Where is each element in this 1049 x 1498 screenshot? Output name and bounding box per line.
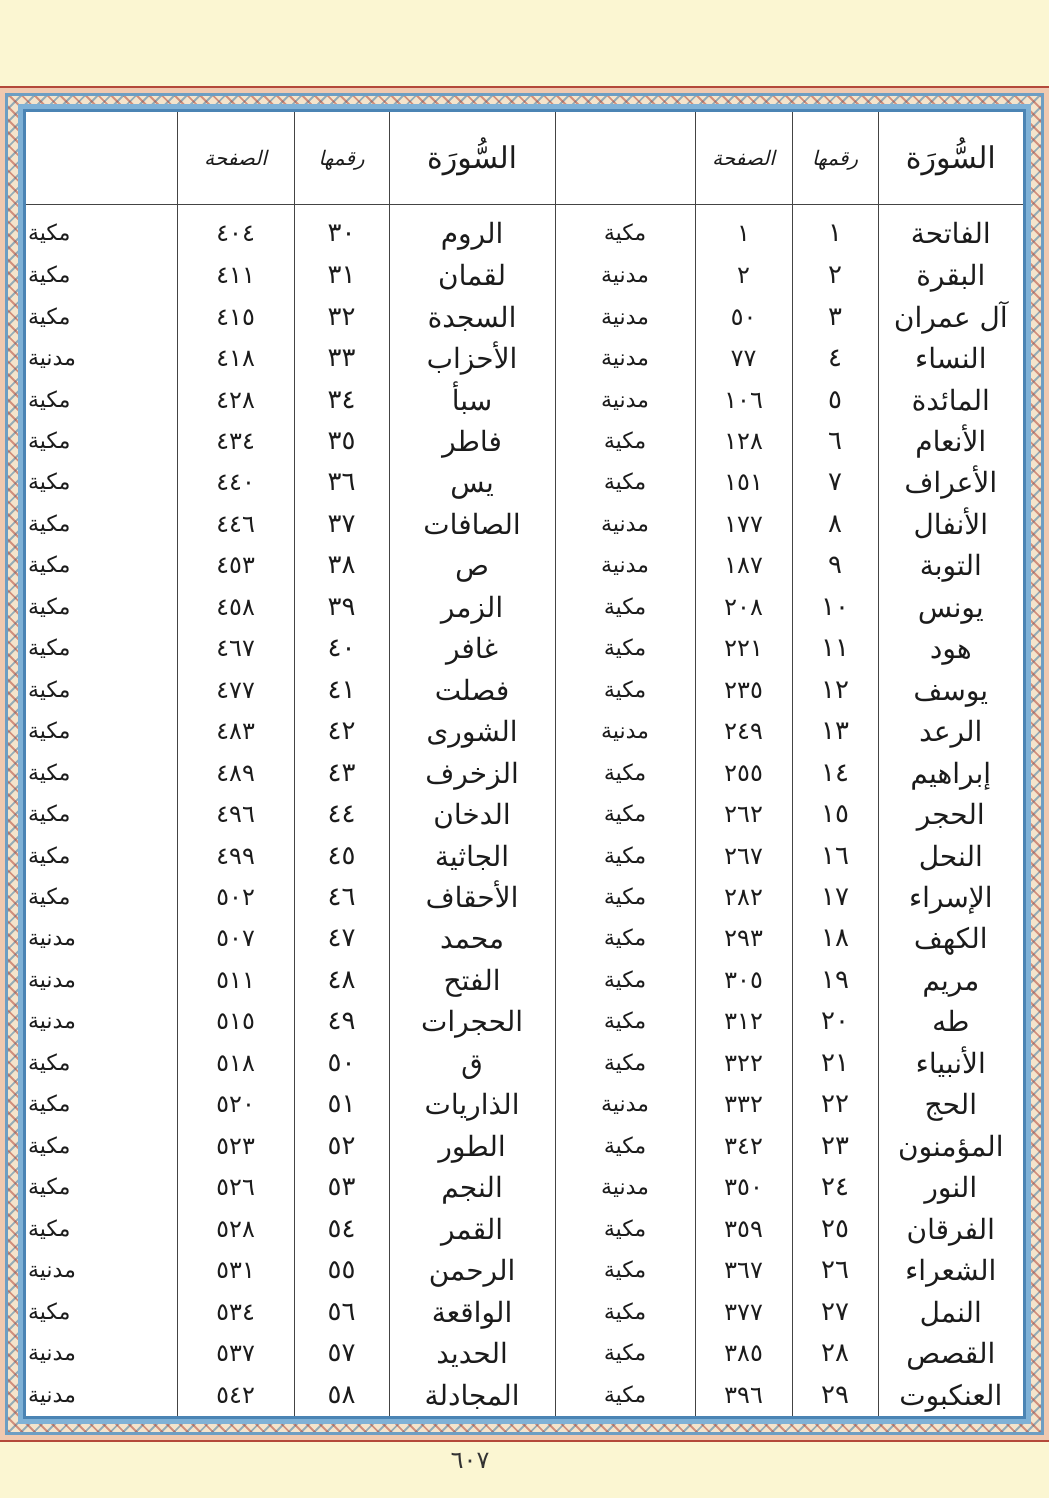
table-row — [26, 1001, 1023, 1042]
start-page-cell: ٢٨٢ — [695, 877, 792, 918]
start-page-cell: ٤١٨ — [177, 338, 294, 379]
revelation-type-cell: مكية — [28, 1216, 71, 1242]
surah-number-cell: ٥٧ — [294, 1333, 389, 1374]
sura-name-cell: طه — [878, 1001, 1023, 1042]
revelation-type-cell: مكية — [28, 553, 71, 579]
start-page-cell: ٣١٢ — [695, 1001, 792, 1042]
sura-name-cell: إبراهيم — [878, 752, 1023, 793]
start-page-cell: ٢٦٧ — [695, 835, 792, 876]
start-page-cell: ٤٠٤ — [177, 205, 294, 255]
surah-number-cell: ٥ — [792, 379, 878, 420]
start-page-cell: ١٨٧ — [695, 545, 792, 586]
revelation-type-cell: مكية — [555, 1001, 695, 1042]
table-row — [26, 960, 1023, 1001]
revelation-type-cell: مكية — [28, 719, 71, 745]
revelation-type-cell: مدنية — [28, 926, 76, 952]
start-page-cell: ٥٤٢ — [177, 1374, 294, 1416]
start-page-cell: ٤٧٧ — [177, 670, 294, 711]
revelation-type-cell: مكية — [555, 752, 695, 793]
revelation-type-cell: مكية — [28, 387, 71, 413]
revelation-type-cell: مكية — [28, 221, 71, 247]
surah-number-cell: ٣٣ — [294, 338, 389, 379]
revelation-type-cell: مدنية — [555, 1167, 695, 1208]
surah-number-cell: ١١ — [792, 628, 878, 669]
surah-number-cell: ٣ — [792, 296, 878, 337]
revelation-type-cell: مكية — [555, 1043, 695, 1084]
surah-number-cell: ٤٠ — [294, 628, 389, 669]
surah-number-cell: ١٠ — [792, 587, 878, 628]
revelation-type-cell: مدنية — [555, 1084, 695, 1125]
start-page-cell: ٥٢٨ — [177, 1208, 294, 1249]
sura-name-cell: الفتح — [389, 960, 555, 1001]
revelation-type-cell: مكية — [28, 470, 71, 496]
surah-number-cell: ١٣ — [792, 711, 878, 752]
surah-number-cell: ١٦ — [792, 835, 878, 876]
start-page-cell: ٥٠ — [695, 296, 792, 337]
sura-name-cell: الحج — [878, 1084, 1023, 1125]
surah-number-cell: ٤٤ — [294, 794, 389, 835]
sura-name-cell: السجدة — [389, 296, 555, 337]
revelation-type-cell: مكية — [28, 677, 71, 703]
sura-name-cell: الرعد — [878, 711, 1023, 752]
header-number: رقمها — [792, 112, 878, 205]
table-row — [26, 1126, 1023, 1167]
revelation-type-cell: مدنية — [28, 967, 76, 993]
revelation-type-cell: مكية — [28, 1299, 71, 1325]
sura-name-cell: الزمر — [389, 587, 555, 628]
start-page-cell: ٧٧ — [695, 338, 792, 379]
sura-name-cell: المجادلة — [389, 1374, 555, 1416]
revelation-type-cell: مكية — [28, 1175, 71, 1201]
table-row — [26, 1250, 1023, 1291]
revelation-type-cell: مدنية — [555, 338, 695, 379]
revelation-type-cell: مكية — [28, 304, 71, 330]
surah-number-cell: ١٥ — [792, 794, 878, 835]
sura-name-cell: غافر — [389, 628, 555, 669]
table-row — [26, 379, 1023, 420]
table-row — [26, 255, 1023, 296]
revelation-type-cell: مكية — [28, 429, 71, 455]
revelation-type-cell: مدنية — [555, 711, 695, 752]
revelation-type-cell: مكية — [555, 1208, 695, 1249]
surah-number-cell: ٤١ — [294, 670, 389, 711]
header-type-2 — [26, 112, 177, 205]
surah-number-cell: ٢٨ — [792, 1333, 878, 1374]
start-page-cell: ٤٤٦ — [177, 504, 294, 545]
surah-number-cell: ٥٢ — [294, 1126, 389, 1167]
start-page-cell: ٣٤٢ — [695, 1126, 792, 1167]
revelation-type-cell: مكية — [555, 960, 695, 1001]
surah-number-cell: ٦ — [792, 421, 878, 462]
sura-name-cell: النجم — [389, 1167, 555, 1208]
revelation-type-cell: مكية — [555, 205, 695, 255]
header-sura: السُّورَة — [878, 112, 1023, 205]
revelation-type-cell: مكية — [28, 1092, 71, 1118]
sura-name-cell: المائدة — [878, 379, 1023, 420]
sura-name-cell: التوبة — [878, 545, 1023, 586]
surah-number-cell: ٢٦ — [792, 1250, 878, 1291]
sura-name-cell: فصلت — [389, 670, 555, 711]
surah-number-cell: ١٧ — [792, 877, 878, 918]
surah-number-cell: ٣٧ — [294, 504, 389, 545]
sura-name-cell: هود — [878, 628, 1023, 669]
surah-number-cell: ٢٤ — [792, 1167, 878, 1208]
table-row — [26, 877, 1023, 918]
header-row — [26, 112, 1023, 205]
start-page-cell: ٢ — [695, 255, 792, 296]
revelation-type-cell: مدنية — [555, 255, 695, 296]
start-page-cell: ٣٠٥ — [695, 960, 792, 1001]
surah-number-cell: ٢٣ — [792, 1126, 878, 1167]
surah-number-cell: ٨ — [792, 504, 878, 545]
revelation-type-cell: مكية — [555, 918, 695, 959]
surah-number-cell: ٥٣ — [294, 1167, 389, 1208]
surah-number-cell: ٢٢ — [792, 1084, 878, 1125]
revelation-type-cell: مكية — [28, 594, 71, 620]
sura-name-cell: النساء — [878, 338, 1023, 379]
table-row — [26, 462, 1023, 503]
revelation-type-cell: مكية — [555, 1374, 695, 1416]
start-page-cell: ٢٤٩ — [695, 711, 792, 752]
surah-number-cell: ٤٧ — [294, 918, 389, 959]
start-page-cell: ٤٦٧ — [177, 628, 294, 669]
start-page-cell: ٥١٥ — [177, 1001, 294, 1042]
sura-name-cell: الحجرات — [389, 1001, 555, 1042]
table-row — [26, 1043, 1023, 1084]
table-row — [26, 794, 1023, 835]
start-page-cell: ١٧٧ — [695, 504, 792, 545]
surah-number-cell: ٣٤ — [294, 379, 389, 420]
table-row — [26, 1333, 1023, 1374]
sura-name-cell: الواقعة — [389, 1291, 555, 1332]
start-page-cell: ٥٣٧ — [177, 1333, 294, 1374]
start-page-cell: ٥١٨ — [177, 1043, 294, 1084]
sura-name-cell: محمد — [389, 918, 555, 959]
table-row — [26, 1167, 1023, 1208]
surah-number-cell: ٣٢ — [294, 296, 389, 337]
revelation-type-cell: مكية — [28, 263, 71, 289]
start-page-cell: ٤٥٨ — [177, 587, 294, 628]
surah-number-cell: ٤٦ — [294, 877, 389, 918]
table-row — [26, 1291, 1023, 1332]
sura-name-cell: الأعراف — [878, 462, 1023, 503]
table-row — [26, 835, 1023, 876]
surah-number-cell: ١٤ — [792, 752, 878, 793]
sura-name-cell: الجاثية — [389, 835, 555, 876]
table-row — [26, 504, 1023, 545]
revelation-type-cell: مكية — [555, 1250, 695, 1291]
revelation-type-cell: مكية — [555, 587, 695, 628]
table-row — [26, 545, 1023, 586]
surah-number-cell: ٤ — [792, 338, 878, 379]
revelation-type-cell: مكية — [28, 802, 71, 828]
sura-name-cell: الذاريات — [389, 1084, 555, 1125]
start-page-cell: ٤٣٤ — [177, 421, 294, 462]
revelation-type-cell: مكية — [28, 843, 71, 869]
start-page-cell: ١٠٦ — [695, 379, 792, 420]
surah-number-cell: ٤٢ — [294, 711, 389, 752]
sura-name-cell: الشعراء — [878, 1250, 1023, 1291]
surah-number-cell: ٢١ — [792, 1043, 878, 1084]
surah-number-cell: ٥٦ — [294, 1291, 389, 1332]
start-page-cell: ٥٣١ — [177, 1250, 294, 1291]
start-page-cell: ٢٩٣ — [695, 918, 792, 959]
revelation-type-cell: مكية — [28, 636, 71, 662]
table-row — [26, 711, 1023, 752]
start-page-cell: ٢٠٨ — [695, 587, 792, 628]
revelation-type-cell: مكية — [28, 1133, 71, 1159]
revelation-type-cell: مدنية — [28, 1258, 76, 1284]
start-page-cell: ٥٣٤ — [177, 1291, 294, 1332]
start-page-cell: ٣٥٠ — [695, 1167, 792, 1208]
start-page-cell: ٥٠٧ — [177, 918, 294, 959]
start-page-cell: ٣٢٢ — [695, 1043, 792, 1084]
table-row — [26, 338, 1023, 379]
surah-number-cell: ٢٥ — [792, 1208, 878, 1249]
sura-name-cell: الأحقاف — [389, 877, 555, 918]
surah-number-cell: ٥١ — [294, 1084, 389, 1125]
revelation-type-cell: مكية — [28, 511, 71, 537]
revelation-type-cell: مدنية — [555, 296, 695, 337]
revelation-type-cell: مدنية — [28, 346, 76, 372]
revelation-type-cell: مكية — [28, 885, 71, 910]
page-number: ٦٠٧ — [450, 1446, 490, 1474]
start-page-cell: ٢٢١ — [695, 628, 792, 669]
surah-number-cell: ٩ — [792, 545, 878, 586]
start-page-cell: ٣٧٧ — [695, 1291, 792, 1332]
sura-name-cell: يوسف — [878, 670, 1023, 711]
sura-name-cell: الرحمن — [389, 1250, 555, 1291]
start-page-cell: ٤٩٩ — [177, 835, 294, 876]
revelation-type-cell: مدنية — [555, 504, 695, 545]
sura-name-cell: النمل — [878, 1291, 1023, 1332]
start-page-cell: ٣٨٥ — [695, 1333, 792, 1374]
table-row — [26, 918, 1023, 959]
sura-name-cell: الحجر — [878, 794, 1023, 835]
start-page-cell: ٣٩٦ — [695, 1374, 792, 1416]
surah-number-cell: ١٩ — [792, 960, 878, 1001]
surah-number-cell: ٤٨ — [294, 960, 389, 1001]
sura-name-cell: الفاتحة — [878, 205, 1023, 255]
start-page-cell: ٣٦٧ — [695, 1250, 792, 1291]
surah-number-cell: ١٨ — [792, 918, 878, 959]
surah-number-cell: ٧ — [792, 462, 878, 503]
header-number-2: رقمها — [294, 112, 389, 205]
surah-number-cell: ٣٥ — [294, 421, 389, 462]
sura-name-cell: الأنعام — [878, 421, 1023, 462]
table-row — [26, 628, 1023, 669]
sura-name-cell: الكهف — [878, 918, 1023, 959]
sura-name-cell: المؤمنون — [878, 1126, 1023, 1167]
sura-name-cell: مريم — [878, 960, 1023, 1001]
start-page-cell: ٤٥٣ — [177, 545, 294, 586]
table-row — [26, 670, 1023, 711]
revelation-type-cell: مدنية — [555, 379, 695, 420]
start-page-cell: ١٥١ — [695, 462, 792, 503]
revelation-type-cell: مكية — [555, 1333, 695, 1374]
surah-number-cell: ٢٩ — [792, 1374, 878, 1416]
surah-number-cell: ١٢ — [792, 670, 878, 711]
surah-index-page — [26, 112, 1023, 1416]
sura-name-cell: الروم — [389, 205, 555, 255]
table-row — [26, 421, 1023, 462]
sura-name-cell: الدخان — [389, 794, 555, 835]
sura-name-cell: ص — [389, 545, 555, 586]
sura-name-cell: القمر — [389, 1208, 555, 1249]
table-row — [26, 587, 1023, 628]
revelation-type-cell: مكية — [555, 794, 695, 835]
start-page-cell: ٤٨٣ — [177, 711, 294, 752]
sura-name-cell: الأنفال — [878, 504, 1023, 545]
revelation-type-cell: مكية — [555, 835, 695, 876]
start-page-cell: ٥٢٣ — [177, 1126, 294, 1167]
table-row — [26, 752, 1023, 793]
revelation-type-cell: مكية — [555, 628, 695, 669]
sura-name-cell: الشورى — [389, 711, 555, 752]
sura-name-cell: الأنبياء — [878, 1043, 1023, 1084]
sura-name-cell: الزخرف — [389, 752, 555, 793]
start-page-cell: ٤١٥ — [177, 296, 294, 337]
sura-name-cell: سبأ — [389, 379, 555, 420]
surah-number-cell: ٥٤ — [294, 1208, 389, 1249]
sura-name-cell: النور — [878, 1167, 1023, 1208]
table-row — [26, 205, 1023, 255]
start-page-cell: ٥٢٠ — [177, 1084, 294, 1125]
revelation-type-cell: مدنية — [555, 545, 695, 586]
revelation-type-cell: مكية — [555, 670, 695, 711]
revelation-type-cell: مكية — [555, 421, 695, 462]
start-page-cell: ٥٢٦ — [177, 1167, 294, 1208]
sura-name-cell: يس — [389, 462, 555, 503]
surah-number-cell: ٥٨ — [294, 1374, 389, 1416]
start-page-cell: ٢٣٥ — [695, 670, 792, 711]
surah-number-cell: ٥٥ — [294, 1250, 389, 1291]
start-page-cell: ٤٤٠ — [177, 462, 294, 503]
surah-number-cell: ٣٩ — [294, 587, 389, 628]
start-page-cell: ٣٣٢ — [695, 1084, 792, 1125]
table-row — [26, 1084, 1023, 1125]
revelation-type-cell: مكية — [555, 877, 695, 918]
header-sura-2: السُّورَة — [389, 112, 555, 205]
surah-index-table — [26, 112, 1023, 1416]
start-page-cell: ٤١١ — [177, 255, 294, 296]
surah-number-cell: ٢٧ — [792, 1291, 878, 1332]
surah-number-cell: ٢ — [792, 255, 878, 296]
table-row — [26, 296, 1023, 337]
sura-name-cell: لقمان — [389, 255, 555, 296]
sura-name-cell: الأحزاب — [389, 338, 555, 379]
start-page-cell: ٢٥٥ — [695, 752, 792, 793]
sura-name-cell: الفرقان — [878, 1208, 1023, 1249]
sura-name-cell: الصافات — [389, 504, 555, 545]
sura-name-cell: النحل — [878, 835, 1023, 876]
start-page-cell: ٣٥٩ — [695, 1208, 792, 1249]
header-page-2: الصفحة — [177, 112, 294, 205]
sura-name-cell: الحديد — [389, 1333, 555, 1374]
revelation-type-cell: مكية — [28, 760, 71, 786]
surah-number-cell: ٥٠ — [294, 1043, 389, 1084]
sura-name-cell: القصص — [878, 1333, 1023, 1374]
start-page-cell: ٤٩٦ — [177, 794, 294, 835]
sura-name-cell: الطور — [389, 1126, 555, 1167]
surah-number-cell: ٣٠ — [294, 205, 389, 255]
start-page-cell: ١٢٨ — [695, 421, 792, 462]
start-page-cell: ٥٠٢ — [177, 877, 294, 918]
revelation-type-cell: مكية — [555, 462, 695, 503]
table-row — [26, 1208, 1023, 1249]
surah-number-cell: ٢٠ — [792, 1001, 878, 1042]
revelation-type-cell: مدنية — [28, 1382, 76, 1408]
sura-name-cell: العنكبوت — [878, 1374, 1023, 1416]
revelation-type-cell: مدنية — [28, 1009, 76, 1035]
header-page: الصفحة — [695, 112, 792, 205]
start-page-cell: ٤٢٨ — [177, 379, 294, 420]
sura-name-cell: البقرة — [878, 255, 1023, 296]
surah-number-cell: ٣٨ — [294, 545, 389, 586]
table-row — [26, 1374, 1023, 1416]
revelation-type-cell: مكية — [28, 1050, 71, 1076]
revelation-type-cell: مكية — [555, 1291, 695, 1332]
surah-number-cell: ٤٣ — [294, 752, 389, 793]
start-page-cell: ٤٨٩ — [177, 752, 294, 793]
surah-number-cell: ٣١ — [294, 255, 389, 296]
surah-number-cell: ٤٩ — [294, 1001, 389, 1042]
revelation-type-cell: مكية — [555, 1126, 695, 1167]
surah-number-cell: ١ — [792, 205, 878, 255]
sura-name-cell: الإسراء — [878, 877, 1023, 918]
header-type — [555, 112, 695, 205]
sura-name-cell: ق — [389, 1043, 555, 1084]
start-page-cell: ١ — [695, 205, 792, 255]
surah-number-cell: ٤٥ — [294, 835, 389, 876]
revelation-type-cell: مدنية — [28, 1340, 76, 1366]
sura-name-cell: فاطر — [389, 421, 555, 462]
sura-name-cell: يونس — [878, 587, 1023, 628]
start-page-cell: ٢٦٢ — [695, 794, 792, 835]
sura-name-cell: آل عمران — [878, 296, 1023, 337]
start-page-cell: ٥١١ — [177, 960, 294, 1001]
surah-number-cell: ٣٦ — [294, 462, 389, 503]
